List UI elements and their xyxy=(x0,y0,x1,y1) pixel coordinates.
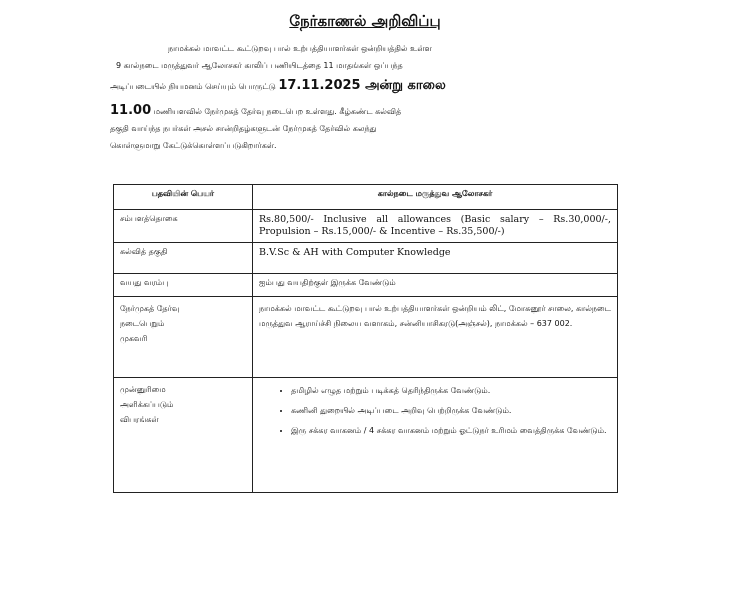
table-row-preference xyxy=(114,378,618,493)
qualification-label: கல்வித் தகுதி xyxy=(114,243,253,274)
preference-list xyxy=(259,384,611,438)
notice-title-text: நேர்காணல் அறிவிப்பு xyxy=(289,12,441,30)
intro-line-1: நாமக்கல் மாவட்ட கூட்டுறவு பால் உற்பத்தியாளர்கள் ஒன்றியத்தில் உள்ள xyxy=(168,44,432,53)
intro-paragraph xyxy=(110,40,620,154)
intro-line-2: 9 கால்நடை மருத்துவர் ஆலோசகர் காலிப் பணியிடத்தை 11 மாதங்கள் ஒப்பந்த xyxy=(116,61,403,70)
preference-label-line-3: விபரங்கள் xyxy=(120,415,159,424)
address-value: நாமக்கல் மாவட்ட கூட்டுறவு பால் உற்பத்தியாளர்கள் ஒன்றியம் லிட், மோகனூர் சாலை, கால்நடை மருத்துவ ஆராய்ச்சி நிலைய வளாகம், சன்னியாசிகரடு(அஞ்சல்), நாமக்கல் – 637 002. xyxy=(253,297,618,378)
intro-line-6: கொள்ளுமாறு கேட்டுக்கொள்ளப்படுகிறார்கள். xyxy=(110,141,277,150)
post-value: கால்நடை மருத்துவ ஆலோசகர் xyxy=(253,185,618,210)
preference-label-line-1: முன்னுரிமை xyxy=(120,385,166,394)
qualification-value: B.V.Sc & AH with Computer Knowledge xyxy=(253,243,618,274)
preference-label-line-2: அளிக்கப்படும் xyxy=(120,400,174,409)
intro-line-4-text: மணியளவில் நேர்முகத் தேர்வு நடைபெற உள்ளது. கீழ்கண்ட கல்வித் xyxy=(153,107,402,116)
address-label xyxy=(114,297,253,378)
table-row-post xyxy=(114,185,618,210)
table-row-age xyxy=(114,274,618,297)
preference-item: • கணினி துறையில் அடிப்படை அறிவு பெற்றிருக்க வேண்டும். xyxy=(291,404,611,418)
intro-line-4 xyxy=(110,102,620,120)
address-label-line-2: நடைபெறும் xyxy=(120,319,165,328)
table-row-qualification xyxy=(114,243,618,274)
address-label-line-3: முகவரி xyxy=(120,334,148,343)
details-table xyxy=(113,184,618,493)
intro-line-5: தகுதி வாய்ந்த நபர்கள் அசல் சான்றிதழ்களுடன் நேர்முகத் தேர்வில் கலந்து xyxy=(110,124,377,133)
table-row-address xyxy=(114,297,618,378)
post-label: பதவியின் பெயர் xyxy=(114,185,253,210)
salary-value: Rs.80,500/- Inclusive all allowances (Basic salary – Rs.30,000/-, Propulsion – Rs.15,000/- & Incentive – Rs.35,500/-) xyxy=(253,210,618,243)
preference-item: • இரு சக்கர வாகனம் / 4 சக்கர வாகனம் மற்றும் ஓட்டுநர் உரிமம் வைத்திருக்க வேண்டும். xyxy=(291,424,611,438)
notice-title xyxy=(0,12,730,32)
interview-date: 17.11.2025 அன்று காலை xyxy=(278,78,446,93)
intro-line-3 xyxy=(110,77,620,95)
age-value: ஐம்பது வயதிற்குள் இருக்க வேண்டும் xyxy=(253,274,618,297)
intro-line-3-text: அடிப்படையில் நியமனம் செய்யும் பொருட்டு xyxy=(110,82,276,91)
salary-label: சம்பளத்தொகை xyxy=(114,210,253,243)
preference-label xyxy=(114,378,253,493)
interview-time: 11.00 xyxy=(110,103,152,118)
address-label-line-1: நேர்முகத் தேர்வு xyxy=(120,304,180,313)
age-label: வயது வரம்பு xyxy=(114,274,253,297)
preference-value xyxy=(253,378,618,493)
preference-item: • தமிழில் எழுத மற்றும் படிக்கத் தெரிந்திருக்க வேண்டும். xyxy=(291,384,611,398)
table-row-salary xyxy=(114,210,618,243)
